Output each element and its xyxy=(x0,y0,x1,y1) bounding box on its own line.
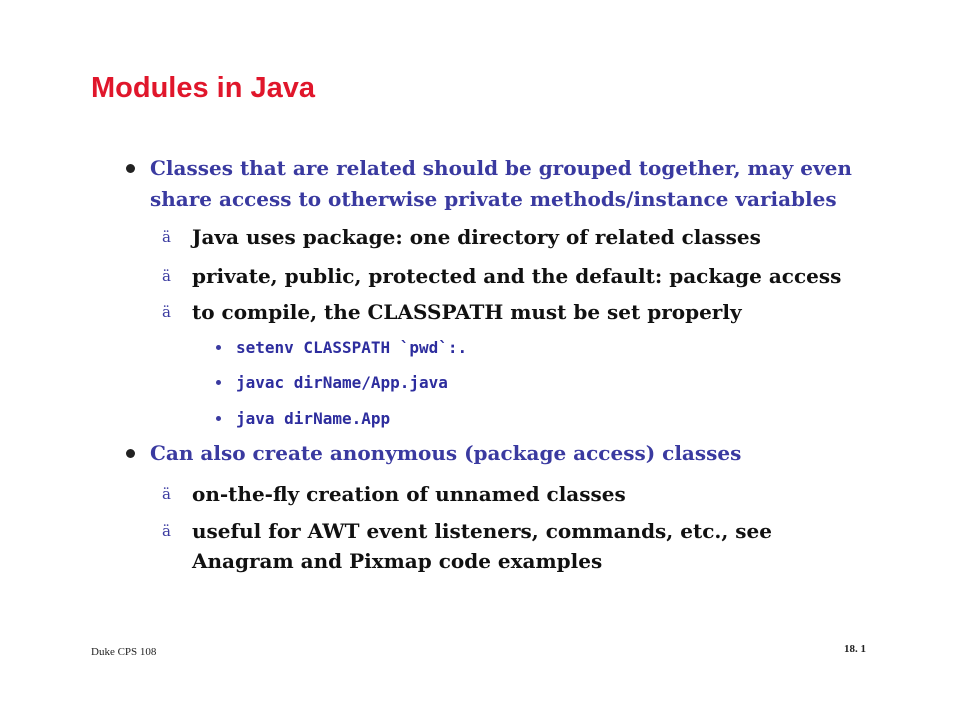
bullet-2-line-1: Can also create anonymous (package access) classes xyxy=(150,441,742,465)
small-dot-bullet-icon xyxy=(216,380,221,385)
sub-bullet-marker-icon: ä xyxy=(162,485,171,503)
code-line-2-text: javac dirName/App.java xyxy=(236,373,448,392)
slide-title: Modules in Java xyxy=(91,72,316,104)
footer-page-number: 18. 1 xyxy=(844,643,866,655)
bullet-1-line-1: Classes that are related should be grouped together, may even xyxy=(150,156,852,180)
sub-bullet-2-1 xyxy=(162,479,626,509)
round-bullet-icon xyxy=(126,164,135,173)
sub-bullet-1-1 xyxy=(162,222,761,252)
sub-bullet-1-3 xyxy=(162,297,742,327)
bullet-1-line-2: share access to otherwise private methods/instance variables xyxy=(150,187,837,211)
code-line-3 xyxy=(236,408,390,430)
code-line-3-text: java dirName.App xyxy=(236,409,391,428)
sub-bullet-2-2-line-2: Anagram and Pixmap code examples xyxy=(192,549,603,573)
sub-bullet-2-2 xyxy=(162,516,772,576)
sub-bullet-marker-icon: ä xyxy=(162,303,171,321)
small-dot-bullet-icon xyxy=(216,345,221,350)
round-bullet-icon xyxy=(126,449,135,458)
bullet-1 xyxy=(150,153,852,215)
sub-bullet-1-2-text: private, public, protected and the default: package access xyxy=(192,264,842,288)
sub-bullet-2-2-line-1: useful for AWT event listeners, commands, etc., see xyxy=(192,519,772,543)
footer-course: Duke CPS 108 xyxy=(91,646,157,658)
code-line-1-text: setenv CLASSPATH `pwd`:. xyxy=(236,338,468,357)
small-dot-bullet-icon xyxy=(216,416,221,421)
code-line-2 xyxy=(236,372,448,394)
sub-bullet-2-1-text: on-the-fly creation of unnamed classes xyxy=(192,482,626,506)
code-line-1 xyxy=(236,337,467,359)
sub-bullet-marker-icon: ä xyxy=(162,228,171,246)
sub-bullet-marker-icon: ä xyxy=(162,522,171,540)
sub-bullet-1-3-text: to compile, the CLASSPATH must be set properly xyxy=(192,300,742,324)
sub-bullet-1-2 xyxy=(162,261,842,291)
sub-bullet-1-1-text: Java uses package: one directory of related classes xyxy=(192,225,761,249)
bullet-2 xyxy=(150,438,741,469)
sub-bullet-marker-icon: ä xyxy=(162,267,171,285)
